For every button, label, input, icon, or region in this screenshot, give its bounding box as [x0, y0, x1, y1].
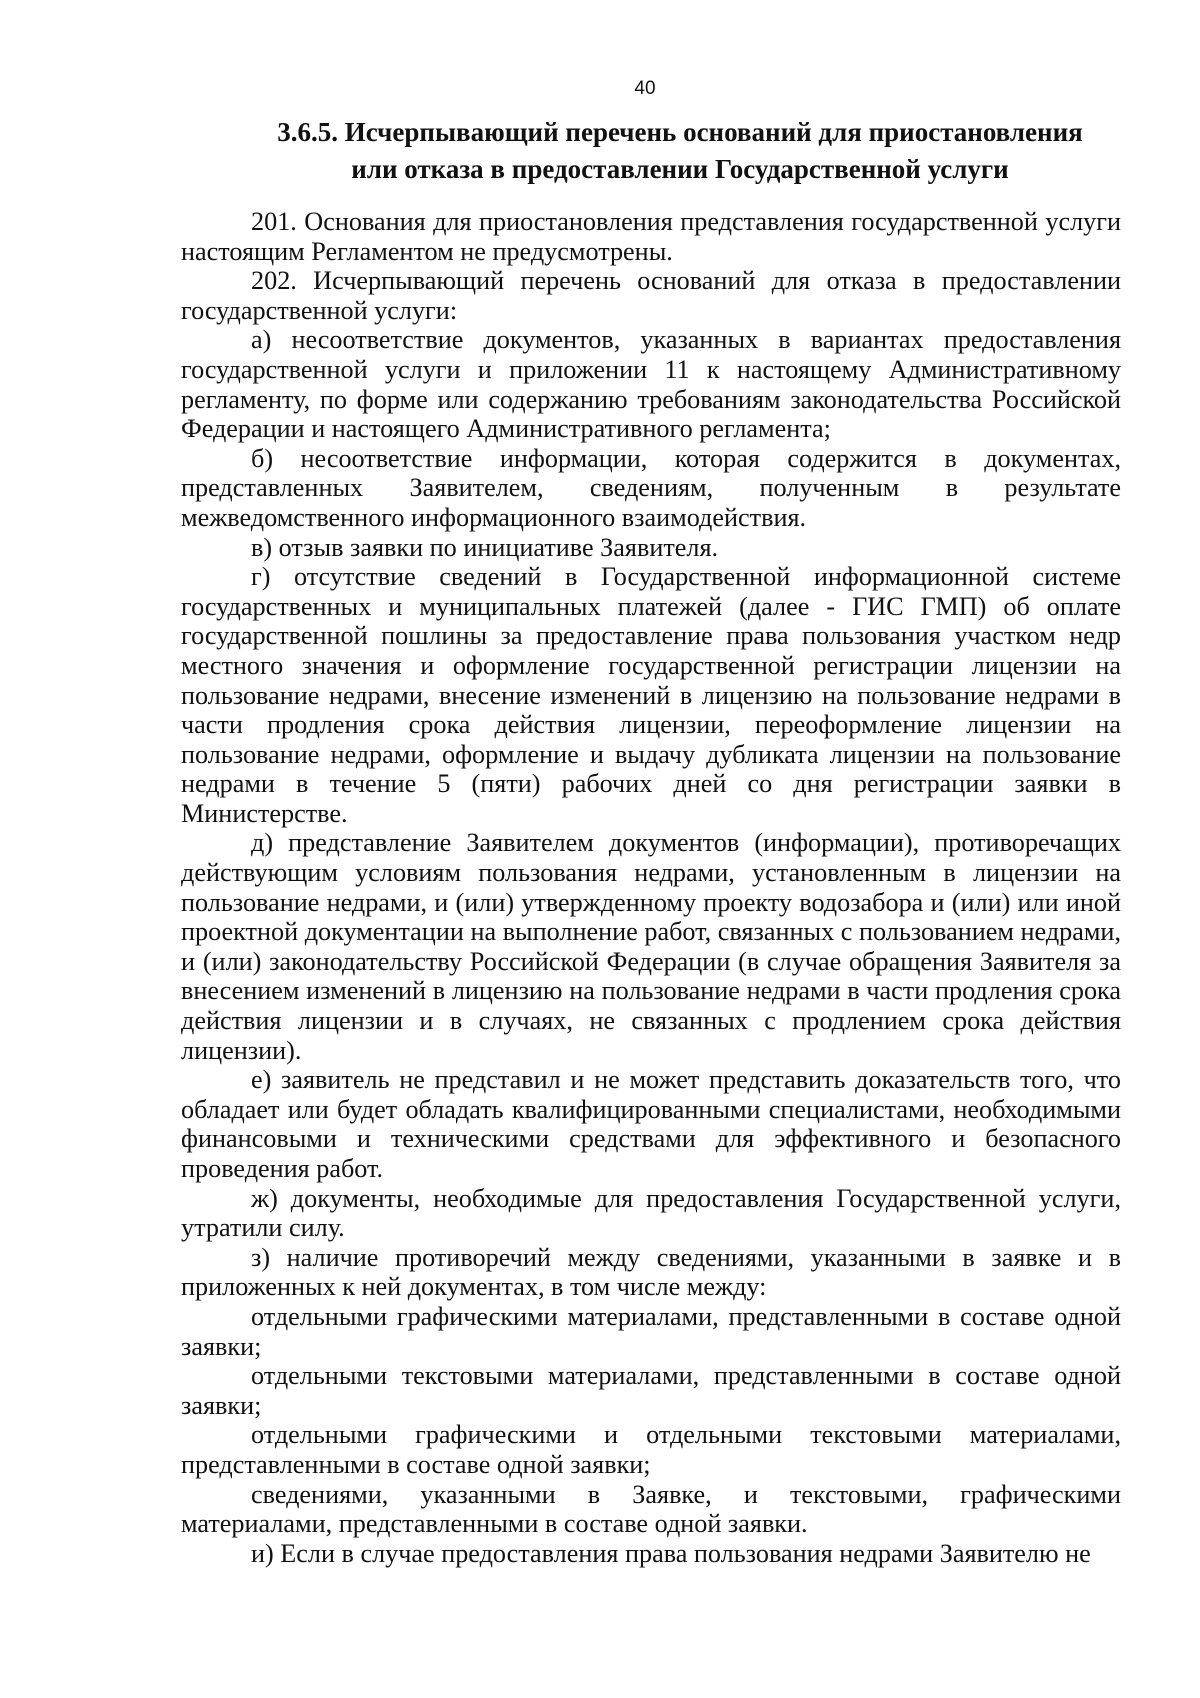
clause-b: б) несоответствие информации, которая содержится в документах, представленных Заявителем, сведениям, полученным в результате межведомственного информационного взаимодействия. — [181, 443, 1121, 532]
sub-item-application-data: сведениями, указанными в Заявке, и текстовыми, графическими материалами, представленными в составе одной заявки. — [181, 1479, 1121, 1539]
section-heading-line-2: или отказа в предоставлении Государственной услуги — [351, 154, 1009, 184]
clause-i: и) Если в случае предоставления права пользования недрами Заявителю не — [251, 1538, 1091, 1568]
clause-zh: ж) документы, необходимые для предоставления Государственной услуги, утратили силу. — [181, 1183, 1121, 1243]
page-number: 40 — [634, 78, 656, 99]
clause-v: в) отзыв заявки по инициативе Заявителя. — [251, 532, 719, 562]
sub-item-text-materials: отдельными текстовыми материалами, представленными в составе одной заявки; — [181, 1361, 1121, 1420]
clause-z: з) наличие противоречий между сведениями, указанными в заявке и в приложенных к ней документах, в том числе между: — [181, 1242, 1121, 1302]
clause-d: д) представление Заявителем документов (информации), противоречащих действующим условиям пользования недрами, установленным в лицензии на пользование недрами, и (или) утвержденному проекту водозабора и (или) или иной проектной документации на выполнение работ, связанных с пользованием недрами, и (или) законодательству Российской Федерации (в случае обращения Заявителя за внесением изменений в лицензию на пользование недрами в части продления срока действия лицензии и в случаях, не связанных с продлением срока действия лицензии). — [181, 828, 1121, 1065]
body-text — [181, 207, 1121, 1568]
paragraph-201: 201. Основания для приостановления представления государственной услуги настоящим Регламентом не предусмотрены. — [181, 207, 1121, 266]
clause-e: е) заявитель не представил и не может представить доказательств того, что обладает или будет обладать квалифицированными специалистами, необходимыми финансовыми и техническими средствами для эффективного и безопасного проведения работ. — [181, 1065, 1121, 1183]
sub-item-graphic-materials: отдельными графическими материалами, представленными в составе одной заявки; — [181, 1301, 1121, 1361]
section-heading-line-1: 3.6.5. Исчерпывающий перечень оснований для приостановления — [277, 117, 1083, 147]
sub-item-graphic-and-text-materials: отдельными графическими и отдельными текстовыми материалами, представленными в составе одной заявки; — [181, 1420, 1121, 1479]
paragraph-202: 202. Исчерпывающий перечень оснований для отказа в предоставлении государственной услуги: — [181, 266, 1121, 325]
clause-g: г) отсутствие сведений в Государственной информационной системе государственных и муниципальных платежей (далее - ГИС ГМП) об оплате государственной пошлины за предоставление права пользования участком недр местного значения и оформление государственной регистрации лицензии на пользование недрами, внесение изменений в лицензию на пользование недрами в части продления срока действия лицензии, переоформление лицензии на пользование недрами, оформление и выдачу дубликата лицензии на пользование недрами в течение 5 (пяти) рабочих дней со дня регистрации заявки в Министерстве. — [181, 562, 1121, 828]
clause-a: а) несоответствие документов, указанных в вариантах предоставления государственной услуги и приложении 11 к настоящему Административному регламенту, по форме или содержанию требованиям законодательства Российской Федерации и настоящего Административного регламента; — [181, 325, 1121, 444]
section-heading — [230, 114, 1130, 188]
